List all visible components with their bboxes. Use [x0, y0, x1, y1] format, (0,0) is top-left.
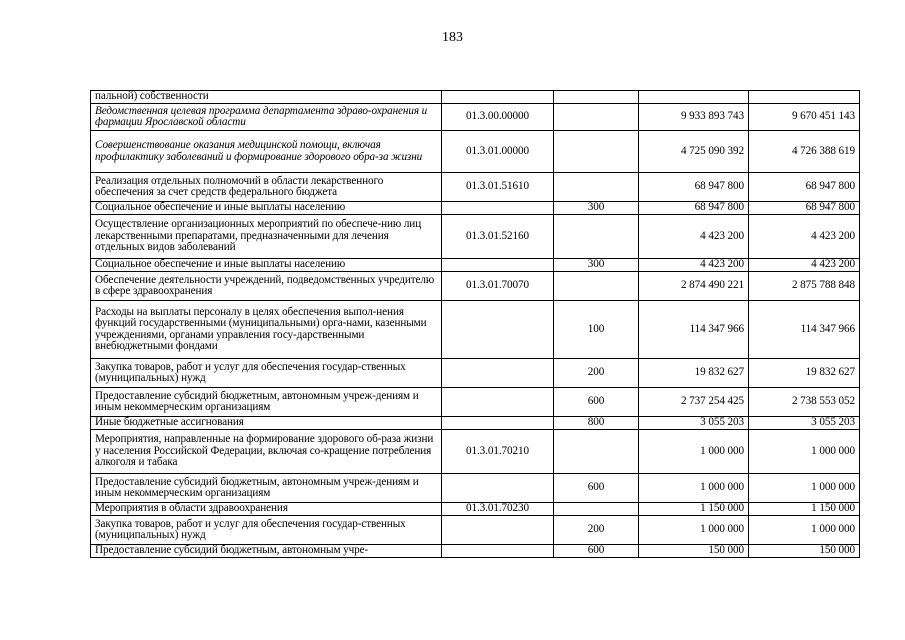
row-amount-2: 150 000 [749, 545, 860, 558]
row-code [442, 202, 554, 215]
table-row [91, 91, 860, 104]
row-name: Осуществление организационных мероприятий по обеспече-нию лиц лекарственными препаратами, предназначенными для лечения отдельных видов заболеваний [91, 215, 442, 259]
row-expense-type: 300 [554, 259, 639, 272]
row-expense-type: 100 [554, 301, 639, 359]
row-code: 01.3.00.00000 [442, 104, 554, 131]
row-amount-2 [749, 91, 860, 104]
table-row [91, 202, 860, 215]
table-row [91, 545, 860, 558]
row-amount-1: 4 423 200 [639, 215, 749, 259]
row-code: 01.3.01.00000 [442, 131, 554, 173]
row-expense-type: 800 [554, 417, 639, 430]
table-row [91, 131, 860, 173]
row-amount-1: 1 000 000 [639, 474, 749, 503]
row-code [442, 91, 554, 104]
table-row [91, 301, 860, 359]
row-expense-type [554, 104, 639, 131]
row-amount-1: 68 947 800 [639, 202, 749, 215]
table-row [91, 516, 860, 545]
row-name: Социальное обеспечение и иные выплаты населению [91, 202, 442, 215]
table-row [91, 474, 860, 503]
row-amount-2: 9 670 451 143 [749, 104, 860, 131]
row-amount-1: 9 933 893 743 [639, 104, 749, 131]
row-code [442, 359, 554, 388]
row-expense-type [554, 131, 639, 173]
row-amount-2: 68 947 800 [749, 173, 860, 202]
row-name: Ведомственная целевая программа департамента здраво-охранения и фармации Ярославской области [91, 104, 442, 131]
row-expense-type: 600 [554, 545, 639, 558]
row-amount-1 [639, 91, 749, 104]
row-code: 01.3.01.70070 [442, 272, 554, 301]
row-code: 01.3.01.70210 [442, 430, 554, 474]
row-name: Мероприятия, направленные на формирование здорового об-раза жизни у населения Российской Федерации, включая со-кращение потребления алкоголя и табака [91, 430, 442, 474]
budget-table [90, 90, 860, 558]
row-amount-1: 1 000 000 [639, 516, 749, 545]
row-amount-2: 68 947 800 [749, 202, 860, 215]
table-row [91, 173, 860, 202]
row-amount-2: 3 055 203 [749, 417, 860, 430]
table-row [91, 104, 860, 131]
row-expense-type: 600 [554, 474, 639, 503]
row-name: Предоставление субсидий бюджетным, автономным учре- [91, 545, 442, 558]
row-expense-type [554, 91, 639, 104]
row-code [442, 474, 554, 503]
row-amount-2: 1 150 000 [749, 503, 860, 516]
page-number: 183 [442, 30, 463, 45]
row-name: Предоставление субсидий бюджетным, автономным учреж-дениям и иным некоммерческим организациям [91, 474, 442, 503]
row-amount-1: 3 055 203 [639, 417, 749, 430]
row-name: Социальное обеспечение и иные выплаты населению [91, 259, 442, 272]
row-name: Предоставление субсидий бюджетным, автономным учреж-дениям и иным некоммерческим организациям [91, 388, 442, 417]
row-amount-1: 4 423 200 [639, 259, 749, 272]
table-row [91, 417, 860, 430]
row-amount-2: 2 875 788 848 [749, 272, 860, 301]
row-amount-2: 1 000 000 [749, 430, 860, 474]
row-name: Совершенствование оказания медицинской помощи, включая профилактику заболеваний и формирование здорового обра-за жизни [91, 131, 442, 173]
row-expense-type: 300 [554, 202, 639, 215]
row-amount-2: 4 726 388 619 [749, 131, 860, 173]
row-expense-type [554, 215, 639, 259]
row-amount-2: 19 832 627 [749, 359, 860, 388]
row-code [442, 259, 554, 272]
row-amount-1: 114 347 966 [639, 301, 749, 359]
table-row [91, 430, 860, 474]
table-row [91, 359, 860, 388]
row-code [442, 516, 554, 545]
row-name: Иные бюджетные ассигнования [91, 417, 442, 430]
row-amount-2: 4 423 200 [749, 215, 860, 259]
row-amount-1: 1 000 000 [639, 430, 749, 474]
row-code [442, 417, 554, 430]
row-expense-type: 200 [554, 359, 639, 388]
row-name: Закупка товаров, работ и услуг для обеспечения государ-ственных (муниципальных) нужд [91, 516, 442, 545]
row-name: Мероприятия в области здравоохранения [91, 503, 442, 516]
row-amount-1: 1 150 000 [639, 503, 749, 516]
row-amount-2: 2 738 553 052 [749, 388, 860, 417]
row-code: 01.3.01.70230 [442, 503, 554, 516]
table-row [91, 272, 860, 301]
row-expense-type [554, 272, 639, 301]
row-amount-1: 2 874 490 221 [639, 272, 749, 301]
row-code: 01.3.01.51610 [442, 173, 554, 202]
row-code [442, 545, 554, 558]
row-amount-1: 4 725 090 392 [639, 131, 749, 173]
row-expense-type: 600 [554, 388, 639, 417]
table-row [91, 259, 860, 272]
row-name: Обеспечение деятельности учреждений, подведомственных учредителю в сфере здравоохранения [91, 272, 442, 301]
table-row [91, 215, 860, 259]
row-name: Реализация отдельных полномочий в области лекарственного обеспечения за счет средств федерального бюджета [91, 173, 442, 202]
row-amount-2: 1 000 000 [749, 474, 860, 503]
row-amount-2: 114 347 966 [749, 301, 860, 359]
row-code [442, 301, 554, 359]
table-row [91, 388, 860, 417]
row-expense-type [554, 173, 639, 202]
row-name: пальной) собственности [91, 91, 442, 104]
row-expense-type: 200 [554, 516, 639, 545]
row-expense-type [554, 430, 639, 474]
row-name: Закупка товаров, работ и услуг для обеспечения государ-ственных (муниципальных) нужд [91, 359, 442, 388]
row-amount-2: 4 423 200 [749, 259, 860, 272]
row-amount-1: 19 832 627 [639, 359, 749, 388]
row-name: Расходы на выплаты персоналу в целях обеспечения выпол-нения функций государственными (муниципальными) орга-нами, казенными учреждениями, органами управления госу-дарственными внебюджетными фондами [91, 301, 442, 359]
row-code [442, 388, 554, 417]
row-amount-2: 1 000 000 [749, 516, 860, 545]
row-amount-1: 2 737 254 425 [639, 388, 749, 417]
row-amount-1: 150 000 [639, 545, 749, 558]
row-code: 01.3.01.52160 [442, 215, 554, 259]
row-amount-1: 68 947 800 [639, 173, 749, 202]
row-expense-type [554, 503, 639, 516]
table-row [91, 503, 860, 516]
